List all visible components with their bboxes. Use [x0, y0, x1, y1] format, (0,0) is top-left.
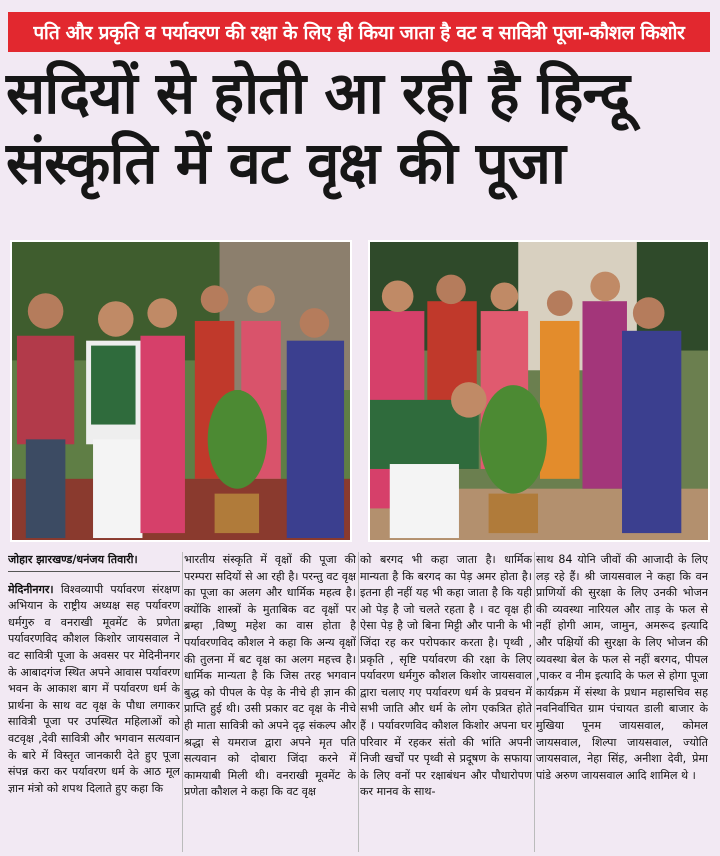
article-column-2: [184, 552, 356, 854]
headline-line-1: सदियों से होती आ रही है हिन्दू: [6, 59, 630, 127]
article-column-1: [8, 552, 180, 854]
article-column-4: [536, 552, 708, 854]
column-3-body: को बरगद भी कहा जाता है। धार्मिक मान्यता है कि बरगद का पेड़ अमर होता है। इतना ही नहीं यह भी कहा जाता है कि यही ओ पेड़ है जो चलते रहता है । वट वृक्ष ही ऐसा पेड़ है जो बिना मिट्टी और पानी के भी जिंदा रह कर परोपकार करता है। पृथ्वी , प्रकृति , सृष्टि पर्यावरण की रक्षा के लिए पर्यावरण धर्मगुरु कौशल किशोर जायसवाल द्वारा चलाए गए पर्यावरण धर्म के प्रवचन में सभी जाति और धर्म के लोग एकत्रित होते हैं । पर्यावरणविद कौशल किशोर अपना घर परिवार में रहकर संतो की भांति अपनी निजी खर्चों पर पृथ्वी से प्रदूषण के सफाया के लिए वनों पर रक्षाबंधन और पौधारोपण कर मानव के साथ-: [360, 553, 532, 799]
column-divider: [182, 552, 183, 852]
dateline: मेदिनीनगर।: [8, 582, 54, 596]
article-body: [8, 552, 712, 854]
photo-right: [368, 240, 710, 542]
main-headline: [6, 58, 712, 198]
headline-line-2: संस्कृति में वट वृक्ष की पूजा: [6, 129, 565, 197]
kicker-headline: पति और प्रकृति व पर्यावरण की रक्षा के लिए ही किया जाता है वट व सावित्री पूजा-कौशल किशोर: [8, 12, 710, 52]
photo-left: [10, 240, 352, 542]
column-divider: [358, 552, 359, 852]
article-column-1-text: [8, 582, 180, 798]
column-divider: [534, 552, 535, 852]
column-2-body: भारतीय संस्कृति में वृक्षों की पूजा की परम्परा सदियों से आ रही है। परन्तु वट वृक्ष का पूजा का अलग और धार्मिक महत्व है। क्योंकि शास्त्रों के मुताबिक वट वृक्षों पर ब्रम्हा ,विष्णु महेश का वास होता है पर्यावरणविद कौशल ने कहा कि अन्य वृक्षों की तुलना में बट वृक्ष का अलग महत्त्व है। धार्मिक मान्यता है कि जिस तरह भगवान बुद्ध को पीपल के पेड़ के नीचे ही ज्ञान की प्राप्ति हुई थी। उसी प्रकार वट वृक्ष के नीचे ही माता सावित्री को अपने दृढ़ संकल्प और श्रद्धा से यमराज द्वारा अपने मृत पति सत्यवान को दोबारा जिंदा करने में कामयाबी मिली थी। वनराखी मूवमेंट के प्रणेता कौशल ने कहा कि वट वृक्ष: [184, 553, 356, 799]
article-column-3: [360, 552, 532, 854]
column-4-body: साथ 84 योनि जीवों की आजादी के लिए लड़ रहे हैं। श्री जायसवाल ने कहा कि वन प्राणियों की सुरक्षा के लिए उनकी भोजन की व्यवस्था नारियल और ताड़ के फल से नहीं होगी आम, जामुन, अमरूद इत्यादि और पक्षियों की सुरक्षा के लिए भोजन की व्यवस्था बेल के फल से नहीं बरगद, पीपल ,पाकर व नीम इत्यादि के फल से होगा पूजा कार्यक्रम में संस्था के प्रधान महासचिव सह नवनिर्वाचित ग्राम पंचायत डाली बाजार के मुखिया पूनम जायसवाल, कोमल जायसवाल, शिल्पा जायसवाल, ज्योति जायसवाल, नेहा सिंह, अनीशा देवी, प्रेमा पांडे अरुण जायसवाल आदि शामिल थे ।: [536, 553, 708, 782]
byline: जोहार झारखण्ड/धनंजय तिवारी।: [8, 552, 180, 572]
column-1-body: विश्वव्यापी पर्यावरण संरक्षण अभियान के राष्ट्रीय अध्यक्ष सह पर्यावरण धर्मगुरु व वनराखी मूवमेंट के प्रणेता पर्यावरणविद कौशल किशोर जायसवाल ने वट सावित्री पूजा के अवसर पर मेदिनीनगर के आबादगंज स्थित अपने आवास पर्यावरण भवन के आकाश बाग में पर्यावरण धर्म के प्रार्थना के साथ वट वृक्ष के पौधा लगाकर सावित्री पूजा पर उपस्थित महिलाओं को वटवृक्ष ,देवी सावित्री और भगवान सत्यवान के बारे में विस्तृत जानकारी देते हुए पूजा संपन्न करा कर पर्यावरण धर्म के आठ मूल ज्ञान मंत्रो को शपथ दिलाते हुए कहा कि: [8, 582, 180, 795]
